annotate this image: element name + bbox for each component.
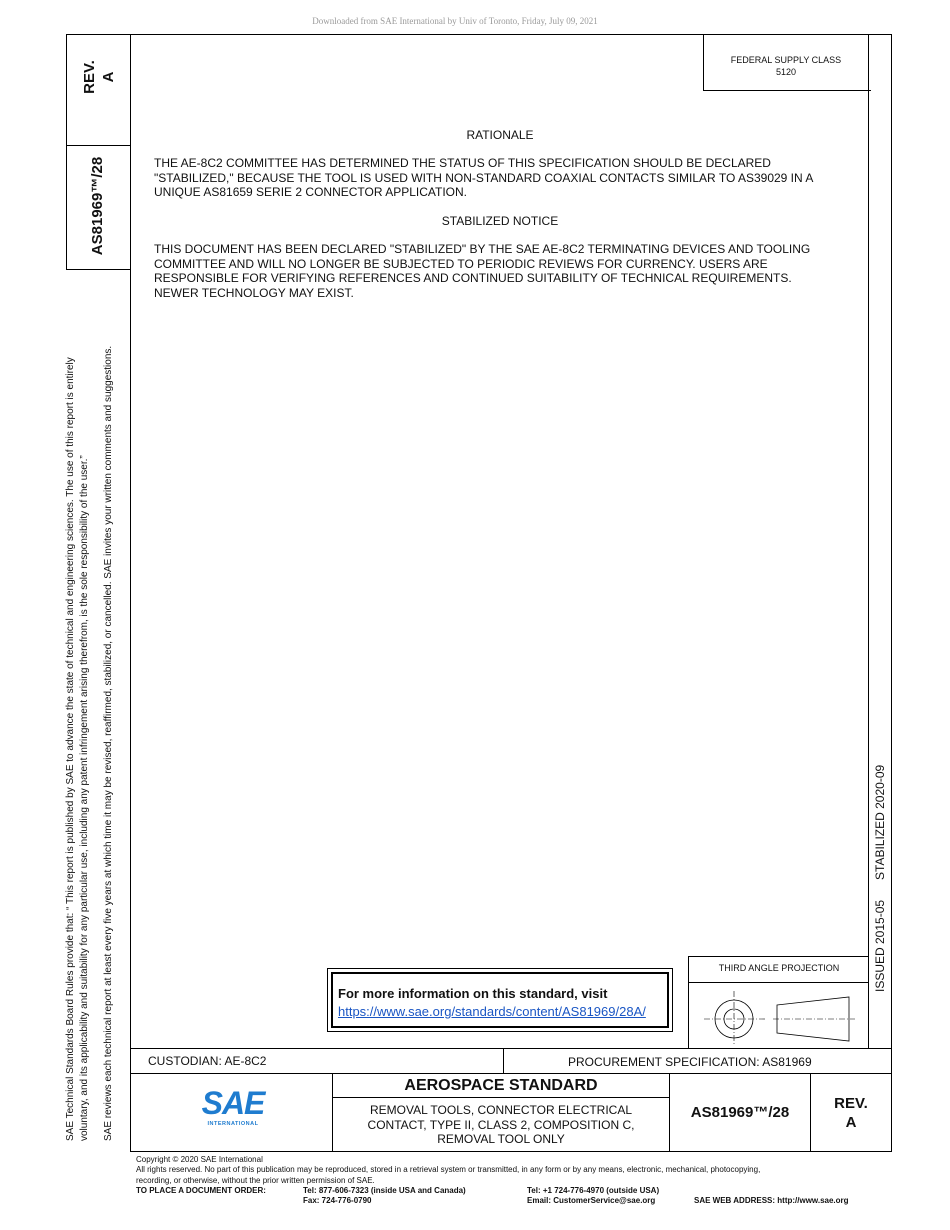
custodian: CUSTODIAN: AE-8C2: [148, 1054, 267, 1068]
third-angle-projection-label: THIRD ANGLE PROJECTION: [718, 963, 840, 973]
title-line: CONTACT, TYPE II, CLASS 2, COMPOSITION C,: [367, 1117, 635, 1132]
footer-rights-line: All rights reserved. No part of this publication may be reproduced, stored in a retrieval system or transmitted, in any form or by any means, electronic, mechanical, photocopying,: [136, 1165, 761, 1175]
footer: [136, 1155, 896, 1186]
title-block-rev: [811, 1094, 891, 1132]
federal-supply-value: 5120: [775, 67, 797, 77]
notice-line: COMMITTEE AND WILL NO LONGER BE SUBJECTED TO PERIODIC REVIEWS FOR CURRENCY. USERS ARE: [154, 256, 768, 271]
footer-order-label: TO PLACE A DOCUMENT ORDER:: [136, 1186, 266, 1195]
rationale-paragraph: [154, 156, 864, 200]
stabilized-notice-title: STABILIZED NOTICE: [441, 214, 559, 228]
sae-logo: [196, 1087, 270, 1137]
title-block-rev-value: A: [845, 1114, 857, 1131]
sae-logo-subtext: INTERNATIONAL: [207, 1121, 259, 1127]
footer-fax: Fax: 724-776-0790: [303, 1196, 372, 1205]
notice-line: NEWER TECHNOLOGY MAY EXIST.: [154, 286, 354, 301]
notice-line: THIS DOCUMENT HAS BEEN DECLARED "STABILIZED" BY THE SAE AE-8C2 TERMINATING DEVICES AND TOOLING: [154, 242, 811, 256]
rationale-title: RATIONALE: [466, 128, 534, 142]
rationale-line: THE AE-8C2 COMMITTEE HAS DETERMINED THE STATUS OF THIS SPECIFICATION SHOULD BE DECLARED: [154, 156, 771, 170]
sidebar-rules-line2: voluntary, and its applicability and suitability for any particular use, including any patent infringement arising therefrom, is the sole responsibility of the user.”: [79, 455, 90, 1141]
title-line: REMOVAL TOOLS, CONNECTOR ELECTRICAL: [369, 1103, 633, 1117]
sidebar-rev: [80, 42, 118, 112]
title-block-doc-number: AS81969™/28: [690, 1104, 790, 1121]
footer-tel-usa: Tel: 877-606-7323 (inside USA and Canada): [303, 1186, 466, 1195]
notice-line: RESPONSIBLE FOR VERIFYING REFERENCES AND CONTINUED SUITABILITY OF TECHNICAL REQUIREMENTS.: [154, 271, 792, 286]
sidebar-rules-line1: SAE Technical Standards Board Rules provide that: “ This report is published by SAE to advance the state of technical and engineering sciences. The use of this report is entirely: [65, 357, 76, 1141]
footer-copyright: Copyright © 2020 SAE International: [136, 1155, 263, 1164]
sidebar-rev-label: REV.: [81, 60, 98, 94]
info-box-link[interactable]: https://www.sae.org/standards/content/AS81969/28A/: [338, 1004, 646, 1019]
footer-email: Email: CustomerService@sae.org: [527, 1196, 656, 1205]
sidebar-doc-number: AS81969™/28: [89, 156, 106, 256]
third-angle-projection-icon: [689, 983, 868, 1048]
document-title: [333, 1103, 669, 1147]
stabilized-date: STABILIZED 2020-09: [873, 764, 887, 880]
info-box-heading: For more information on this standard, visit: [338, 986, 608, 1001]
sae-logo-wordmark: SAE: [201, 1085, 265, 1121]
sidebar-rules-line3: SAE reviews each technical report at least every five years at which time it may be revised, reaffirmed, stabilized, or cancelled. SAE invites your written comments and suggestions.: [103, 345, 114, 1141]
standard-type: AEROSPACE STANDARD: [404, 1077, 598, 1094]
rationale-line: "STABILIZED," BECAUSE THE TOOL IS USED WITH NON-STANDARD COAXIAL CONTACTS SIMILAR TO AS39029 IN A: [154, 170, 814, 185]
rationale-line: UNIQUE AS81659 SERIE 2 CONNECTOR APPLICATION.: [154, 185, 467, 200]
stabilized-notice-paragraph: [154, 242, 864, 301]
download-note: Downloaded from SAE International by Univ of Toronto, Friday, July 09, 2021: [312, 16, 598, 26]
title-block-rev-label: REV.: [834, 1095, 868, 1112]
footer-rights-line: recording, or otherwise, without the prior written permission of SAE.: [136, 1175, 375, 1185]
federal-supply-label: FEDERAL SUPPLY CLASS: [730, 55, 842, 65]
info-box: [327, 968, 673, 1032]
issued-date: ISSUED 2015-05: [873, 899, 887, 992]
federal-supply-class: [704, 54, 868, 78]
title-line: REMOVAL TOOL ONLY: [437, 1132, 565, 1146]
footer-web-address: SAE WEB ADDRESS: http://www.sae.org: [694, 1196, 849, 1205]
footer-tel-intl: Tel: +1 724-776-4970 (outside USA): [527, 1186, 660, 1195]
sidebar-rev-value: A: [100, 71, 117, 83]
procurement-specification: PROCUREMENT SPECIFICATION: AS81969: [568, 1055, 812, 1069]
